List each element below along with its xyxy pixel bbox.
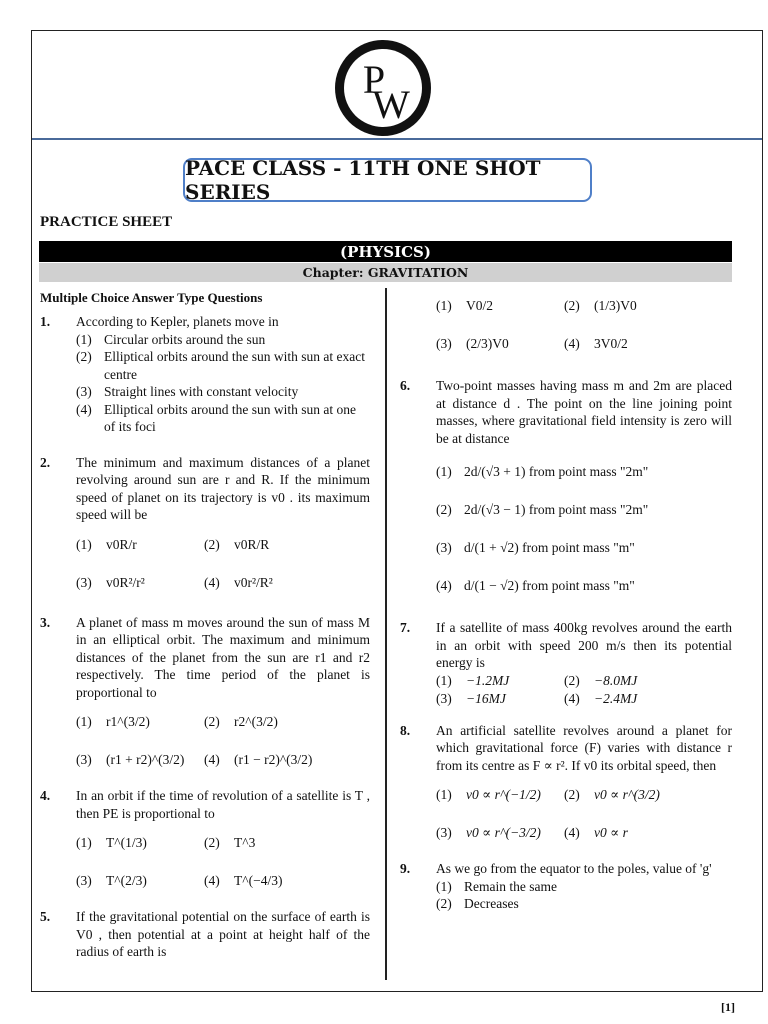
question-text: According to Kepler, planets move in — [76, 314, 279, 329]
option-1[interactable]: (1) v0 ∝ r^(−1/2) — [436, 787, 541, 803]
options-grid — [436, 780, 732, 848]
option-1[interactable]: (1) T^(1/3) — [76, 835, 147, 851]
left-column — [40, 313, 370, 973]
question-number: 1. — [40, 314, 51, 329]
subject-bar: (PHYSICS) — [39, 241, 732, 262]
svg-text:W: W — [372, 82, 410, 127]
pw-logo — [333, 38, 433, 138]
option-4[interactable]: (4) T^(−4/3) — [204, 873, 283, 889]
question-number: 8. — [400, 722, 411, 738]
question-3 — [40, 614, 370, 776]
question-6 — [400, 377, 732, 605]
option-2[interactable]: (2) Decreases — [436, 896, 519, 911]
option-2[interactable]: (2) v0R/R — [204, 536, 270, 552]
option-2[interactable]: (2) (1/3)V0 — [564, 298, 637, 314]
question-number: 4. — [40, 788, 51, 803]
question-5-options — [436, 291, 732, 359]
chapter-bar: Chapter: GRAVITATION — [39, 263, 732, 282]
series-title: PACE CLASS - 11TH ONE SHOT SERIES — [183, 158, 592, 202]
option-1[interactable]: (1) v0R/r — [76, 536, 137, 552]
option-1[interactable]: (1) V0/2 — [436, 298, 493, 314]
option-2[interactable]: (2) −8.0MJ — [564, 672, 638, 688]
option-3[interactable]: (3) v0R²/r² — [76, 574, 145, 590]
question-text: If a satellite of mass 400kg revolves around the earth in an orbit with speed 200 m/s then its potential energy is — [436, 620, 732, 670]
question-text: In an orbit if the time of revolution of a satellite is T , then PE is proportional to — [76, 788, 370, 821]
option-1[interactable]: (1) 2d/(√3 + 1) from point mass "2m" — [436, 464, 649, 480]
options-list — [436, 878, 732, 913]
question-text: Two-point masses having mass m and 2m are placed at distance d . The point on the line joining point masses, where gravitational field intensity is zero will be at distance — [436, 378, 732, 446]
option-1[interactable]: (1) Circular orbits around the sun — [76, 331, 266, 347]
question-number: 2. — [40, 454, 51, 470]
options-grid — [76, 707, 370, 775]
option-2[interactable]: (2) T^3 — [204, 835, 256, 851]
question-1 — [40, 313, 370, 436]
option-1[interactable]: (1) −1.2MJ — [436, 672, 510, 688]
option-3[interactable]: (3) (r1 + r2)^(3/2) — [76, 752, 185, 768]
question-number: 3. — [40, 614, 51, 630]
option-3[interactable]: (3) Straight lines with constant velocity — [76, 384, 299, 399]
header-divider — [32, 138, 762, 140]
right-column — [400, 291, 732, 925]
question-5 — [40, 908, 370, 961]
option-3[interactable]: (3) v0 ∝ r^(−3/2) — [436, 825, 541, 841]
question-text: An artificial satellite revolves around a planet for which gravitational force (F) varies with distance r from its centre as F ∝ r². If v0 its orbital speed, then — [436, 722, 732, 773]
option-2[interactable]: (2) v0 ∝ r^(3/2) — [564, 787, 660, 803]
question-2 — [40, 454, 370, 598]
question-text: The minimum and maximum distances of a planet revolving around sun are r and R. If the minimum speed of planet on its trajectory is v0 . its maximum speed will be — [76, 454, 370, 522]
options-grid — [76, 530, 370, 598]
option-3[interactable]: (3) d/(1 + √2) from point mass "m" — [436, 540, 635, 556]
section-heading: Multiple Choice Answer Type Questions — [40, 290, 263, 305]
option-2[interactable]: (2) Elliptical orbits around the sun with sun at exact centre — [76, 349, 365, 382]
column-divider — [385, 288, 387, 980]
option-4[interactable]: (4) −2.4MJ — [564, 690, 638, 706]
question-number: 6. — [400, 378, 411, 393]
options-list — [436, 453, 732, 605]
option-4[interactable]: (4) (r1 − r2)^(3/2) — [204, 752, 313, 768]
options-grid — [436, 672, 732, 708]
question-8 — [400, 722, 732, 849]
option-2[interactable]: (2) r2^(3/2) — [204, 714, 278, 730]
question-text: A planet of mass m moves around the sun of mass M in an elliptical orbit. The maximum and minimum distances of the planet from the sun are r1 and r2 respectively. The time period of the planet is proportional to — [76, 614, 370, 700]
question-text: As we go from the equator to the poles, value of 'g' — [436, 861, 712, 876]
page-number: [1] — [721, 1000, 735, 1014]
question-9 — [400, 860, 732, 913]
option-2[interactable]: (2) 2d/(√3 − 1) from point mass "2m" — [436, 502, 649, 518]
option-1[interactable]: (1) Remain the same — [436, 878, 557, 894]
option-4[interactable]: (4) d/(1 − √2) from point mass "m" — [436, 578, 635, 594]
sheet-label: PRACTICE SHEET — [40, 214, 173, 230]
question-4 — [40, 787, 370, 896]
option-4[interactable]: (4) v0r²/R² — [204, 574, 273, 590]
option-4[interactable]: (4) v0 ∝ r — [564, 825, 628, 841]
option-1[interactable]: (1) r1^(3/2) — [76, 714, 150, 730]
option-4[interactable]: (4) Elliptical orbits around the sun with sun at one of its foci — [76, 401, 356, 434]
option-3[interactable]: (3) (2/3)V0 — [436, 336, 509, 352]
question-number: 9. — [400, 861, 411, 876]
question-number: 5. — [40, 909, 51, 924]
option-4[interactable]: (4) 3V0/2 — [564, 336, 628, 352]
question-text: If the gravitational potential on the surface of earth is V0 , then potential at a point at height half of the radius of earth is — [76, 909, 370, 959]
question-7 — [400, 619, 732, 708]
options-grid — [76, 828, 370, 896]
svg-text:P: P — [362, 57, 386, 102]
option-3[interactable]: (3) T^(2/3) — [76, 873, 147, 889]
question-number: 7. — [400, 620, 411, 635]
options-list — [76, 331, 370, 436]
option-3[interactable]: (3) −16MJ — [436, 690, 506, 706]
